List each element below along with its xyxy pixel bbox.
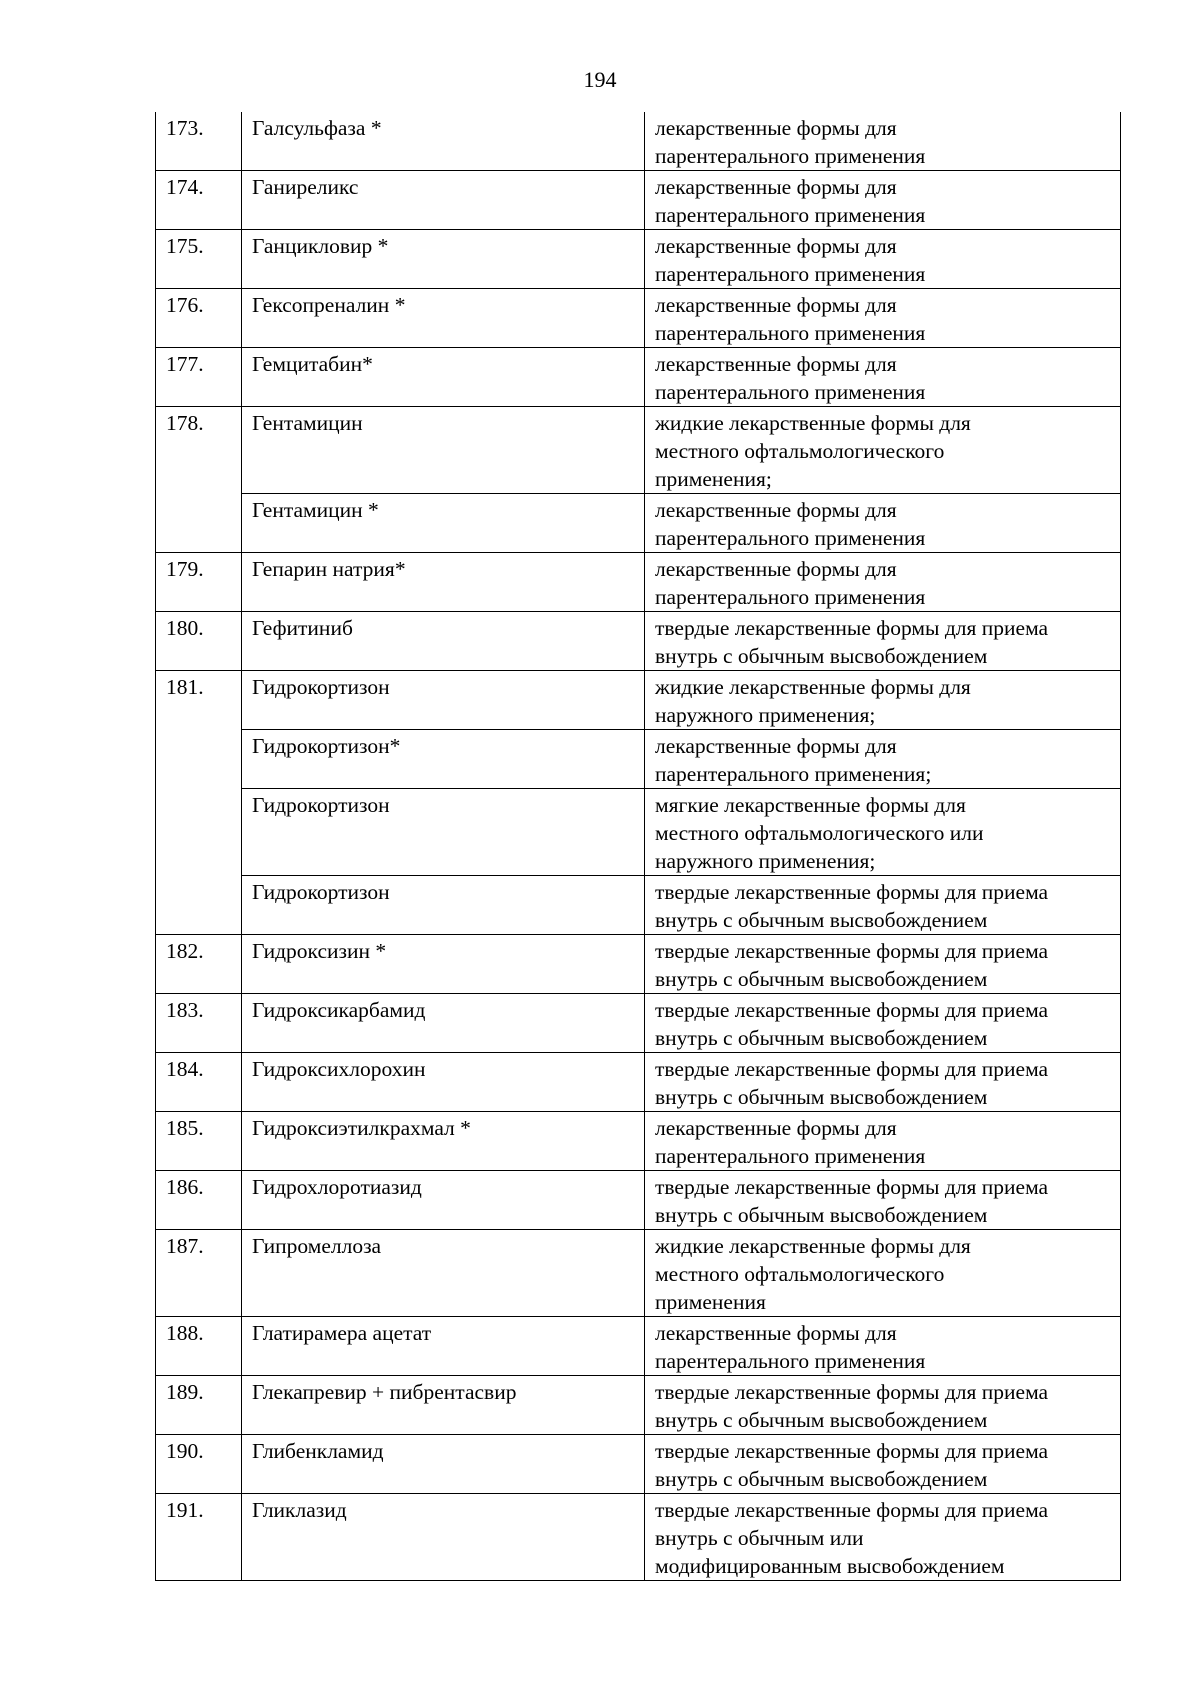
table-row <box>156 730 1121 789</box>
entry-number: 189. <box>156 1376 242 1435</box>
dosage-form <box>645 1053 1121 1112</box>
dosage-form-line: внутрь с обычным высвобождением <box>655 1408 988 1432</box>
dosage-form-line: лекарственные формы для <box>655 234 897 258</box>
dosage-form <box>645 612 1121 671</box>
drug-name: Гипромеллоза <box>242 1230 645 1317</box>
table-row <box>156 494 1121 553</box>
table-row <box>156 289 1121 348</box>
dosage-form-line: внутрь с обычным или <box>655 1526 864 1550</box>
dosage-form-line: лекарственные формы для <box>655 352 897 376</box>
drug-name: Гидрокортизон <box>242 671 645 730</box>
dosage-form-line: парентерального применения <box>655 321 926 345</box>
entry-number: 184. <box>156 1053 242 1112</box>
dosage-form-line: твердые лекарственные формы для приема <box>655 1498 1049 1522</box>
entry-number: 180. <box>156 612 242 671</box>
entry-number: 174. <box>156 171 242 230</box>
dosage-form-line: парентерального применения <box>655 585 926 609</box>
drug-table-body <box>156 112 1121 1581</box>
dosage-form <box>645 671 1121 730</box>
dosage-form-line: парентерального применения <box>655 144 926 168</box>
dosage-form-line: жидкие лекарственные формы для <box>655 1234 971 1258</box>
table-row <box>156 230 1121 289</box>
table-row <box>156 553 1121 612</box>
table-row <box>156 671 1121 730</box>
table-row <box>156 112 1121 171</box>
drug-name: Гефитиниб <box>242 612 645 671</box>
dosage-form <box>645 1435 1121 1494</box>
dosage-form-line: внутрь с обычным высвобождением <box>655 908 988 932</box>
dosage-form-line: парентерального применения <box>655 203 926 227</box>
dosage-form-line: наружного применения; <box>655 703 876 727</box>
dosage-form <box>645 935 1121 994</box>
table-row <box>156 1230 1121 1317</box>
dosage-form-line: лекарственные формы для <box>655 175 897 199</box>
dosage-form-line: лекарственные формы для <box>655 293 897 317</box>
drug-name: Галсульфаза * <box>242 112 645 171</box>
dosage-form-line: лекарственные формы для <box>655 1116 897 1140</box>
dosage-form-line: парентерального применения <box>655 262 926 286</box>
entry-number: 188. <box>156 1317 242 1376</box>
drug-name: Ганиреликс <box>242 171 645 230</box>
dosage-form <box>645 1230 1121 1317</box>
dosage-form-line: лекарственные формы для <box>655 734 897 758</box>
dosage-form <box>645 994 1121 1053</box>
drug-name: Гентамицин * <box>242 494 645 553</box>
entry-number: 179. <box>156 553 242 612</box>
dosage-form-line: местного офтальмологического или <box>655 821 984 845</box>
entry-number: 173. <box>156 112 242 171</box>
dosage-form <box>645 289 1121 348</box>
dosage-form <box>645 1171 1121 1230</box>
dosage-form-line: парентерального применения; <box>655 762 932 786</box>
dosage-form-line: лекарственные формы для <box>655 498 897 522</box>
dosage-form-line: твердые лекарственные формы для приема <box>655 1057 1049 1081</box>
drug-name: Гидроксизин * <box>242 935 645 994</box>
dosage-form <box>645 494 1121 553</box>
dosage-form-line: жидкие лекарственные формы для <box>655 411 971 435</box>
drug-name: Глатирамера ацетат <box>242 1317 645 1376</box>
dosage-form-line: внутрь с обычным высвобождением <box>655 1467 988 1491</box>
dosage-form <box>645 553 1121 612</box>
dosage-form <box>645 876 1121 935</box>
dosage-form-line: внутрь с обычным высвобождением <box>655 644 988 668</box>
entry-number: 186. <box>156 1171 242 1230</box>
dosage-form-line: твердые лекарственные формы для приема <box>655 1175 1049 1199</box>
dosage-form-line: парентерального применения <box>655 526 926 550</box>
drug-name: Гексопреналин * <box>242 289 645 348</box>
table-row <box>156 171 1121 230</box>
drug-table <box>155 112 1121 1581</box>
table-row <box>156 407 1121 494</box>
entry-number: 191. <box>156 1494 242 1581</box>
dosage-form-line: парентерального применения <box>655 1349 926 1373</box>
dosage-form <box>645 230 1121 289</box>
dosage-form-line: твердые лекарственные формы для приема <box>655 998 1049 1022</box>
dosage-form <box>645 789 1121 876</box>
dosage-form-line: лекарственные формы для <box>655 557 897 581</box>
dosage-form-line: лекарственные формы для <box>655 116 897 140</box>
dosage-form-line: внутрь с обычным высвобождением <box>655 1203 988 1227</box>
page-number: 194 <box>583 67 617 92</box>
drug-name: Глибенкламид <box>242 1435 645 1494</box>
dosage-form <box>645 1376 1121 1435</box>
table-row <box>156 935 1121 994</box>
dosage-form-line: мягкие лекарственные формы для <box>655 793 966 817</box>
entry-number: 182. <box>156 935 242 994</box>
drug-name: Гемцитабин* <box>242 348 645 407</box>
dosage-form <box>645 171 1121 230</box>
dosage-form <box>645 1112 1121 1171</box>
table-row <box>156 1112 1121 1171</box>
entry-number: 190. <box>156 1435 242 1494</box>
dosage-form-line: внутрь с обычным высвобождением <box>655 967 988 991</box>
dosage-form-line: применения <box>655 1290 766 1314</box>
drug-name: Глекапревир + пибрентасвир <box>242 1376 645 1435</box>
dosage-form-line: твердые лекарственные формы для приема <box>655 880 1049 904</box>
table-row <box>156 789 1121 876</box>
table-row <box>156 1053 1121 1112</box>
drug-name: Гидрокортизон <box>242 876 645 935</box>
dosage-form <box>645 1494 1121 1581</box>
dosage-form <box>645 348 1121 407</box>
table-row <box>156 348 1121 407</box>
dosage-form-line: твердые лекарственные формы для приема <box>655 1439 1049 1463</box>
dosage-form-line: применения; <box>655 467 772 491</box>
entry-number: 187. <box>156 1230 242 1317</box>
drug-name: Гидроксихлорохин <box>242 1053 645 1112</box>
table-row <box>156 876 1121 935</box>
drug-name: Гидроксиэтилкрахмал * <box>242 1112 645 1171</box>
entry-number: 177. <box>156 348 242 407</box>
drug-name: Гидрокортизон <box>242 789 645 876</box>
dosage-form <box>645 112 1121 171</box>
dosage-form-line: наружного применения; <box>655 849 876 873</box>
table-row <box>156 994 1121 1053</box>
dosage-form <box>645 407 1121 494</box>
drug-name: Гликлазид <box>242 1494 645 1581</box>
table-row <box>156 1317 1121 1376</box>
drug-name: Гидроксикарбамид <box>242 994 645 1053</box>
dosage-form <box>645 1317 1121 1376</box>
dosage-form-line: парентерального применения <box>655 1144 926 1168</box>
entry-number: 175. <box>156 230 242 289</box>
dosage-form-line: местного офтальмологического <box>655 439 945 463</box>
dosage-form-line: парентерального применения <box>655 380 926 404</box>
dosage-form-line: жидкие лекарственные формы для <box>655 675 971 699</box>
entry-number: 185. <box>156 1112 242 1171</box>
table-row <box>156 1494 1121 1581</box>
dosage-form-line: твердые лекарственные формы для приема <box>655 939 1049 963</box>
drug-name: Гепарин натрия* <box>242 553 645 612</box>
table-row <box>156 1376 1121 1435</box>
drug-name: Гидрокортизон* <box>242 730 645 789</box>
dosage-form-line: твердые лекарственные формы для приема <box>655 616 1049 640</box>
entry-number: 181. <box>156 671 242 935</box>
dosage-form-line: модифицированным высвобождением <box>655 1554 1005 1578</box>
drug-name: Гидрохлоротиазид <box>242 1171 645 1230</box>
dosage-form <box>645 730 1121 789</box>
drug-name: Ганцикловир * <box>242 230 645 289</box>
dosage-form-line: лекарственные формы для <box>655 1321 897 1345</box>
entry-number: 183. <box>156 994 242 1053</box>
dosage-form-line: внутрь с обычным высвобождением <box>655 1085 988 1109</box>
table-row <box>156 612 1121 671</box>
entry-number: 176. <box>156 289 242 348</box>
dosage-form-line: внутрь с обычным высвобождением <box>655 1026 988 1050</box>
dosage-form-line: твердые лекарственные формы для приема <box>655 1380 1049 1404</box>
entry-number: 178. <box>156 407 242 553</box>
drug-name: Гентамицин <box>242 407 645 494</box>
dosage-form-line: местного офтальмологического <box>655 1262 945 1286</box>
table-row <box>156 1435 1121 1494</box>
table-row <box>156 1171 1121 1230</box>
